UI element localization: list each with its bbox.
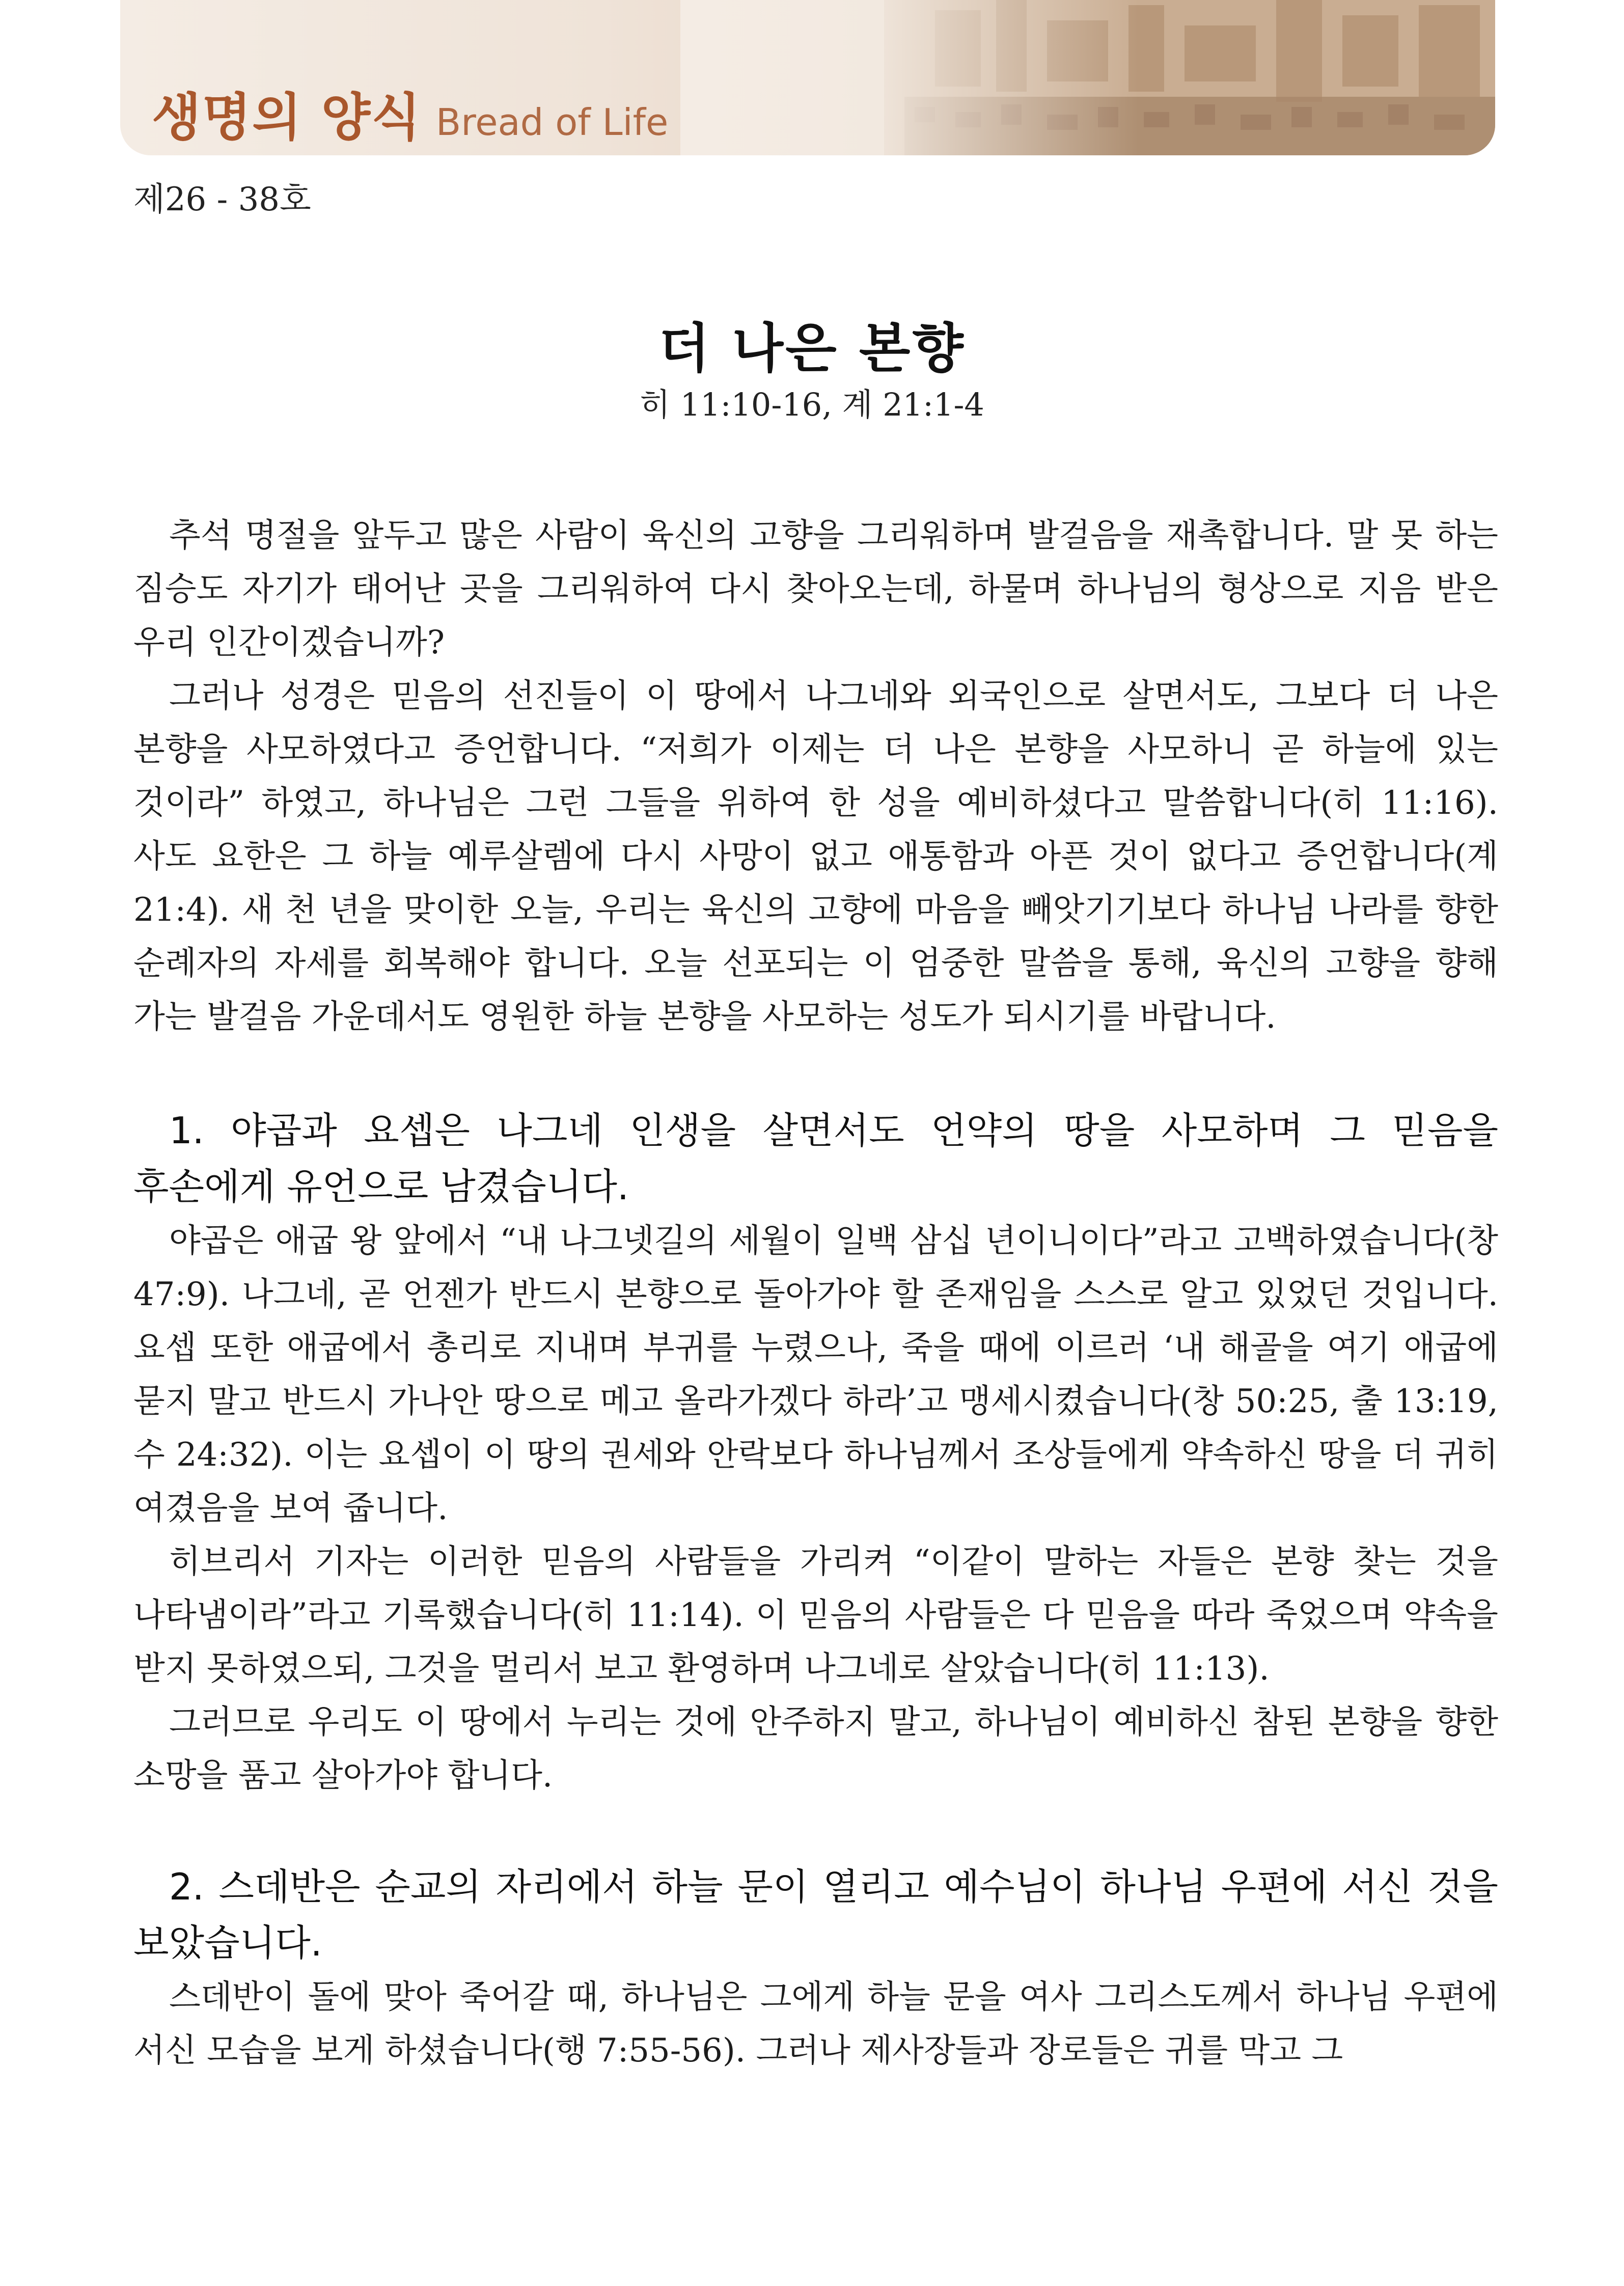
- publication-title-en: Bread of Life: [435, 101, 669, 144]
- publication-title: [152, 76, 668, 150]
- issue-number: 제26 - 38호: [133, 181, 311, 218]
- scripture-reference: 히 11:10-16, 계 21:1-4: [640, 386, 984, 423]
- sermon-title: 더 나은 본향: [658, 317, 966, 379]
- intro-paragraph: 추석 명절을 앞두고 많은 사람이 육신의 고향을 그리워하며 발걸음을 재촉합니다. 말 못 하는 짐승도 자기가 태어난 곳을 그리워하여 다시 찾아오는데, 하물며 하나님의 형상으로 지음 받은 우리 인간이겠습니까?: [133, 517, 1498, 662]
- section-paragraph: 그러므로 우리도 이 땅에서 누리는 것에 안주하지 말고, 하나님이 예비하신 참된 본향을 향한 소망을 품고 살아가야 합니다.: [133, 1703, 1498, 1795]
- section-paragraph: 히브리서 기자는 이러한 믿음의 사람들을 가리켜 “이같이 말하는 자들은 본향 찾는 것을 나타냄이라”라고 기록했습니다(히 11:14). 이 믿음의 사람들은 다 믿음을 따라 죽었으며 약속을 받지 못하였으되, 그것을 멀리서 보고 환영하며 나그네로 살았습니다(히 11:13).: [133, 1543, 1498, 1688]
- section-heading: 2. 스데반은 순교의 자리에서 하늘 문이 열리고 예수님이 하나님 우편에 서신 것을 보았습니다.: [133, 1865, 1498, 1964]
- section-paragraph: 야곱은 애굽 왕 앞에서 “내 나그넷길의 세월이 일백 삼십 년이니이다”라고 고백하였습니다(창 47:9). 나그네, 곧 언젠가 반드시 본향으로 돌아가야 할 존재임을 스스로 알고 있었던 것입니다. 요셉 또한 애굽에서 총리로 지내며 부귀를 누렸으나, 죽을 때에 이르러 ‘내 해골을 여기 애굽에 묻지 말고 반드시 가나안 땅으로 메고 올라가겠다 하라’고 맹세시켰습니다(창 50:25, 출 13:19, 수 24:32). 이는 요셉이 이 땅의 권세와 안락보다 하나님께서 조상들에게 약속하신 땅을 더 귀히 여겼음을 보여 줍니다.: [133, 1222, 1498, 1527]
- section-heading: 1. 야곱과 요셉은 나그네 인생을 살면서도 언약의 땅을 사모하며 그 믿음을 후손에게 유언으로 남겼습니다.: [133, 1109, 1498, 1208]
- sermon-body: [133, 509, 1498, 2078]
- intro-paragraph: 그러나 성경은 믿음의 선진들이 이 땅에서 나그네와 외국인으로 살면서도, 그보다 더 나은 본향을 사모하였다고 증언합니다. “저희가 이제는 더 나은 본향을 사모하니 곧 하늘에 있는 것이라” 하였고, 하나님은 그런 그들을 위하여 한 성을 예비하셨다고 말씀합니다(히 11:16). 사도 요한은 그 하늘 예루살렘에 다시 사망이 없고 애통함과 아픈 것이 없다고 증언합니다(계 21:4). 새 천 년을 맞이한 오늘, 우리는 육신의 고향에 마음을 빼앗기기보다 하나님 나라를 향한 순례자의 자세를 회복해야 합니다. 오늘 선포되는 이 엄중한 말씀을 통해, 육신의 고향을 향해 가는 발걸음 가운데서도 영원한 하늘 본향을 사모하는 성도가 되시기를 바랍니다.: [133, 677, 1498, 1036]
- publication-title-ko: 생명의 양식: [152, 88, 422, 147]
- header-banner: [120, 0, 1495, 155]
- section-paragraph: 스데반이 돌에 맞아 죽어갈 때, 하나님은 그에게 하늘 문을 여사 그리스도께서 하나님 우편에 서신 모습을 보게 하셨습니다(행 7:55-56). 그러나 제사장들과 장로들은 귀를 막고 그: [133, 1978, 1498, 2070]
